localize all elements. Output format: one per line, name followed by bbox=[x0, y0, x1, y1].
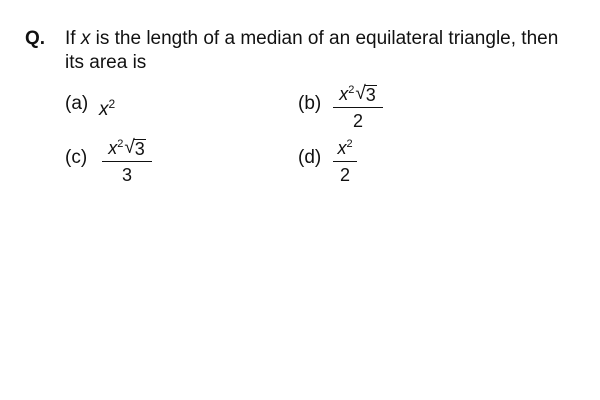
option-a-expression bbox=[99, 93, 115, 121]
option-d-numerator bbox=[333, 134, 357, 161]
option-b-radical-icon: √ bbox=[355, 83, 366, 104]
option-b-label: (b) bbox=[298, 93, 322, 114]
option-c-numerator bbox=[102, 134, 152, 161]
option-c-variable: x bbox=[108, 138, 118, 158]
option-c-radicand: 3 bbox=[134, 139, 145, 159]
option-d-exponent: 2 bbox=[346, 138, 353, 150]
option-d-label: (d) bbox=[298, 147, 322, 168]
option-b-variable: x bbox=[339, 84, 349, 104]
option-c-sqrt bbox=[124, 138, 145, 158]
option-b-sqrt bbox=[355, 84, 376, 104]
option-a-label: (a) bbox=[65, 93, 89, 114]
option-c-denominator: 3 bbox=[121, 165, 132, 185]
option-b-numerator bbox=[333, 80, 383, 107]
question-text-line-1 bbox=[65, 28, 558, 50]
option-b-exponent: 2 bbox=[348, 84, 355, 96]
option-c-radical-icon: √ bbox=[124, 137, 135, 158]
option-d-variable: x bbox=[337, 138, 347, 158]
option-b-radicand: 3 bbox=[365, 85, 376, 105]
option-c-fraction bbox=[102, 134, 152, 185]
question-text-prefix: If bbox=[65, 28, 81, 49]
option-b-denominator: 2 bbox=[352, 111, 363, 131]
option-d-fraction bbox=[333, 134, 357, 185]
option-d-denominator: 2 bbox=[339, 165, 350, 185]
question-text-line-2: its area is bbox=[65, 52, 147, 73]
question-text-suffix: is the length of a median of an equilateral triangle, then bbox=[90, 28, 559, 49]
question-variable: x bbox=[80, 28, 91, 49]
option-a-base: x bbox=[99, 99, 109, 120]
option-b-fraction bbox=[333, 80, 383, 131]
question-label: Q. bbox=[25, 28, 46, 49]
option-c-exponent: 2 bbox=[117, 138, 124, 150]
option-a-exponent: 2 bbox=[108, 97, 116, 111]
option-c-label: (c) bbox=[65, 147, 88, 168]
